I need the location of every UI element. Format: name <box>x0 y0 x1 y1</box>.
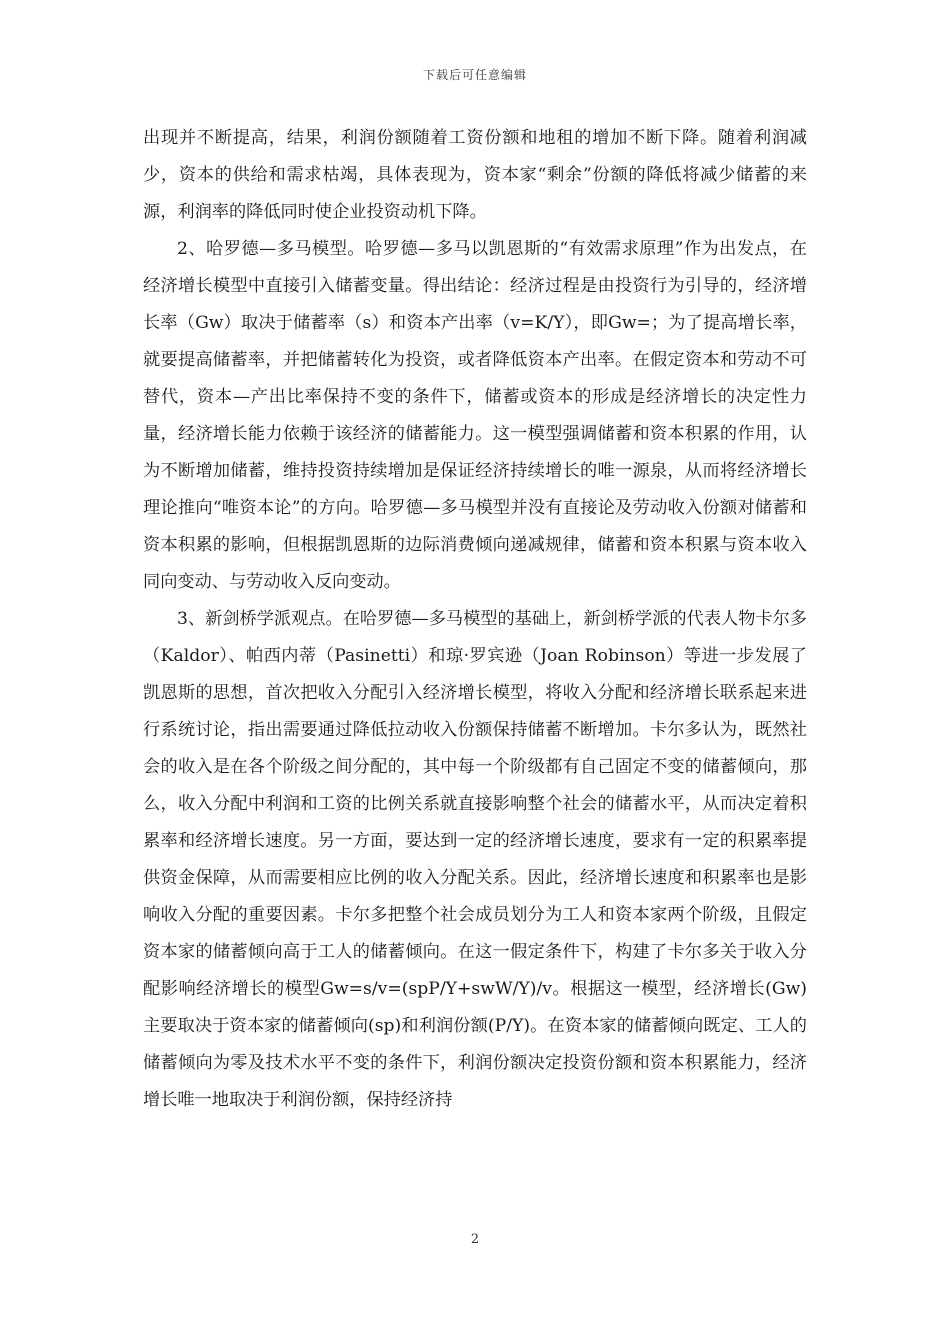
page-number: 2 <box>470 1232 480 1247</box>
paragraph-new-cambridge: 3、新剑桥学派观点。在哈罗德—多马模型的基础上，新剑桥学派的代表人物卡尔多（Kaldor）、帕西内蒂（Pasinetti）和琼·罗宾逊（Joan Robinson）等进一步发展了凯恩斯的思想，首次把收入分配引入经济增长模型，将收入分配和经济增长联系起来进行系统讨论，指出需要通过降低拉动收入份额保持储蓄不断增加。卡尔多认为，既然社会的收入是在各个阶级之间分配的，其中每一个阶级都有自己固定不变的储蓄倾向，那么，收入分配中利润和工资的比例关系就直接影响整个社会的储蓄水平，从而决定着积累率和经济增长速度。另一方面，要达到一定的经济增长速度，要求有一定的积累率提供资金保障，从而需要相应比例的收入分配关系。因此，经济增长速度和积累率也是影响收入分配的重要因素。卡尔多把整个社会成员划分为工人和资本家两个阶级，且假定资本家的储蓄倾向高于工人的储蓄倾向。在这一假定条件下，构建了卡尔多关于收入分配影响经济增长的模型Gw=s/v=(spP/Y+swW/Y)/v。根据这一模型，经济增长(Gw)主要取决于资本家的储蓄倾向(sp)和利润份额(P/Y)。在资本家的储蓄倾向既定、工人的储蓄倾向为零及技术水平不变的条件下，利润份额决定投资份额和资本积累能力，经济增长唯一地取决于利润份额，保持经济持 <box>143 609 807 1110</box>
paragraph-harrod-domar: 2、哈罗德—多马模型。哈罗德—多马以凯恩斯的“有效需求原理”作为出发点，在经济增长模型中直接引入储蓄变量。得出结论：经济过程是由投资行为引导的，经济增长率（Gw）取决于储蓄率（s）和资本产出率（v=K/Y），即Gw=；为了提高增长率，就要提高储蓄率，并把储蓄转化为投资，或者降低资本产出率。在假定资本和劳动不可替代，资本—产出比率保持不变的条件下，储蓄或资本的形成是经济增长的决定性力量，经济增长能力依赖于该经济的储蓄能力。这一模型强调储蓄和资本积累的作用，认为不断增加储蓄，维持投资持续增加是保证经济持续增长的唯一源泉，从而将经济增长理论推向“唯资本论”的方向。哈罗德—多马模型并没有直接论及劳动收入份额对储蓄和资本积累的影响，但根据凯恩斯的边际消费倾向递减规律，储蓄和资本积累与资本收入同向变动、与劳动收入反向变动。 <box>143 239 807 592</box>
page-header: 下载后可任意编辑 <box>422 68 527 82</box>
document-body <box>143 120 807 1119</box>
paragraph-continuation: 出现并不断提高，结果，利润份额随着工资份额和地租的增加不断下降。随着利润减少，资本的供给和需求枯竭，具体表现为，资本家“剩余”份额的降低将减少储蓄的来源，利润率的降低同时使企业投资动机下降。 <box>143 128 807 222</box>
